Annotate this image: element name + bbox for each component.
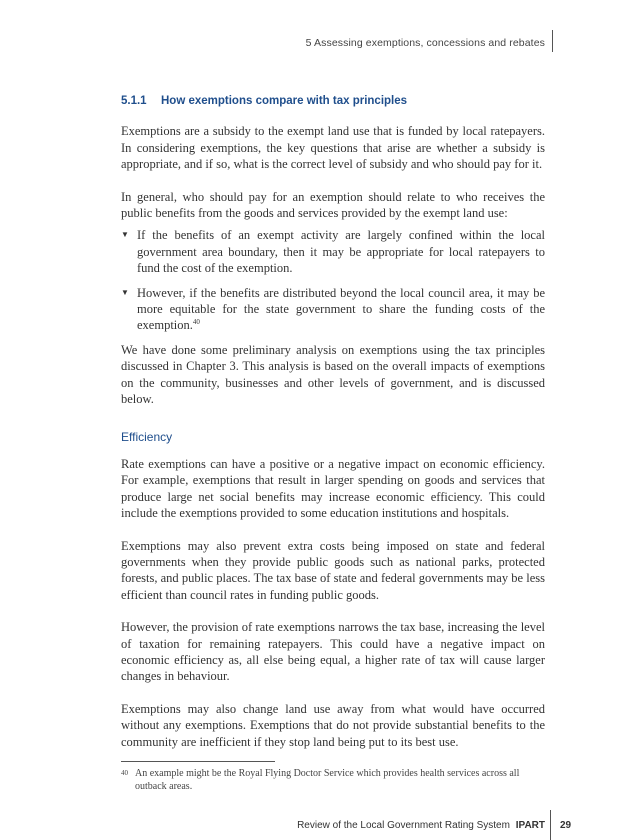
bullet-list	[121, 227, 545, 333]
paragraph-efficiency-3: However, the provision of rate exemptions narrows the tax base, increasing the level of taxation for remaining ratepayers. This could have a negative impact on economic efficiency as, all else being equal, a higher rate of tax will cause larger changes in behaviour.	[121, 620, 545, 684]
page-footer	[297, 820, 545, 831]
subsection-heading-efficiency: Efficiency	[121, 429, 173, 444]
bullet-marker-icon: ▼	[121, 230, 129, 240]
paragraph-efficiency-2: Exemptions may also prevent extra costs being imposed on state and federal governments when they provide public goods such as national parks, protected forests, and public places. The tax base of state and federal governments may be less efficient than council rates in funding public goods.	[121, 538, 545, 602]
header-divider	[552, 30, 553, 52]
footnote-divider	[121, 761, 275, 762]
page-number: 29	[560, 820, 572, 831]
bullet-item	[121, 227, 545, 276]
page-body	[121, 93, 545, 766]
paragraph-analysis: We have done some preliminary analysis on exemptions using the tax principles discussed in Chapter 3. This analysis is based on the overall impacts of exemptions on the community, businesses and other levels of government, and is discussed below.	[121, 342, 545, 407]
section-title: How exemptions compare with tax principles	[161, 95, 408, 107]
bullet-item	[121, 285, 545, 334]
running-header: 5 Assessing exemptions, concessions and rebates	[305, 37, 545, 49]
paragraph-efficiency-4: Exemptions may also change land use away from what would have occurred without any exemptions. Exemptions that do not provide substantial benefits to the community are inefficient if they stop land being put to its best use.	[121, 701, 545, 749]
footer-report-title: Review of the Local Government Rating System	[297, 820, 510, 831]
footnote	[121, 767, 541, 793]
footnote-text: An example might be the Royal Flying Doctor Service which provides health services across all outback areas.	[135, 768, 520, 792]
paragraph-intro-1: Exemptions are a subsidy to the exempt land use that is funded by local ratepayers. In considering exemptions, the key questions that arise are whether a subsidy is appropriate, and if so, what is the correct level of subsidy and who should pay for it.	[121, 124, 545, 172]
footnote-reference[interactable]: 40	[192, 318, 200, 327]
section-heading	[121, 93, 545, 109]
footer-divider	[550, 810, 551, 840]
paragraph-efficiency-1: Rate exemptions can have a positive or a negative impact on economic efficiency. For example, exemptions that result in larger spending on goods and services that produce large net social benefits may increase economic efficiency. This could include the exemptions provided to some education institutions and hospitals.	[121, 456, 545, 521]
footnote-number: 40	[121, 769, 128, 777]
paragraph-intro-2: In general, who should pay for an exemption should relate to who receives the public benefits from the goods and services provided by the exempt land use:	[121, 189, 545, 221]
section-number: 5.1.1	[121, 95, 147, 107]
bullet-marker-icon: ▼	[121, 287, 129, 297]
bullet-text: However, if the benefits are distributed beyond the local council area, it may be more equitable for the state government to share the funding costs of the exemption.	[137, 285, 545, 333]
bullet-text: If the benefits of an exempt activity are largely confined within the local government area boundary, then it may be appropriate for local ratepayers to fund the cost of the exemption.	[137, 228, 545, 276]
footer-org: IPART	[515, 820, 545, 831]
